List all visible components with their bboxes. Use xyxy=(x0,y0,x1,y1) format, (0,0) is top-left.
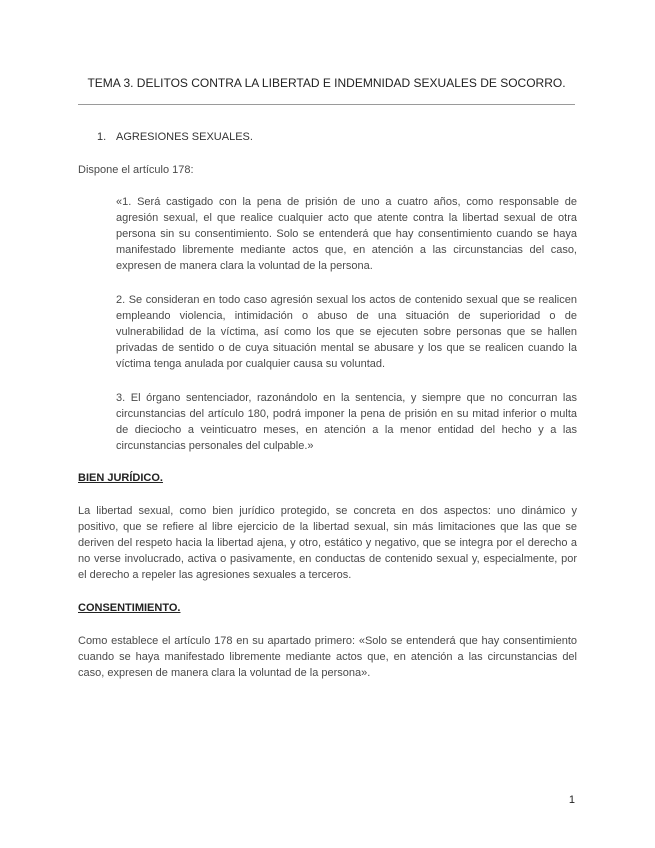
section-label: AGRESIONES SEXUALES. xyxy=(116,131,253,143)
quote-paragraph-2: 2. Se consideran en todo caso agresión sexual los actos de contenido sexual que se realicen empleando violencia, intimidación o abuso de una situación de superioridad o de vulnerabilidad de la víctima, así como los que se ejecuten sobre personas que se hallen privadas de sentido o de cuya situación mental se abusare y los que se realicen cuando la víctima tenga anulada por cualquier causa su voluntad. xyxy=(116,294,577,370)
document-title: TEMA 3. DELITOS CONTRA LA LIBERTAD E INDEMNIDAD SEXUALES DE SOCORRO. xyxy=(87,76,566,90)
bien-juridico-paragraph: La libertad sexual, como bien jurídico protegido, se concreta en dos aspectos: uno dinámico y positivo, que se refiere al libre ejercicio de la libertad sexual, sin más limitaciones que las que se deriven del respeto hacia la libertad ajena, y otro, estático y negativo, que se integra por el derecho a no verse involucrado, activa o pasivamente, en conductas de contenido sexual y, especialmente, por el derecho a repeler las agresiones sexuales a terceros. xyxy=(78,505,577,581)
intro-paragraph: Dispone el artículo 178: xyxy=(78,164,194,176)
section-heading xyxy=(97,131,253,143)
quote-paragraph-3: 3. El órgano sentenciador, razonándolo en la sentencia, y siempre que no concurran las circunstancias del artículo 180, podrá imponer la pena de prisión en su mitad inferior o multa de dieciocho a veinticuatro meses, en atención a la menor entidad del hecho y a las circunstancias personales del culpable.» xyxy=(116,392,577,452)
page-number: 1 xyxy=(568,794,575,806)
quote-paragraph-1: «1. Será castigado con la pena de prisión de uno a cuatro años, como responsable de agresión sexual, el que realice cualquier acto que atente contra la libertad sexual de otra persona sin su consentimiento. Solo se entenderá que hay consentimiento cuando se haya manifestado libremente mediante actos que, en atención a las circunstancias del caso, expresen de manera clara la voluntad de la persona. xyxy=(116,196,577,272)
section-number: 1. xyxy=(97,131,107,143)
consentimiento-paragraph: Como establece el artículo 178 en su apartado primero: «Solo se entenderá que hay consentimiento cuando se haya manifestado libremente mediante actos que, en atención a las circunstancias del caso, expresen de manera clara la voluntad de la persona». xyxy=(78,635,577,679)
bien-juridico-heading: BIEN JURÍDICO. xyxy=(78,472,163,484)
consentimiento-heading: CONSENTIMIENTO. xyxy=(78,602,181,614)
title-divider xyxy=(78,104,575,105)
